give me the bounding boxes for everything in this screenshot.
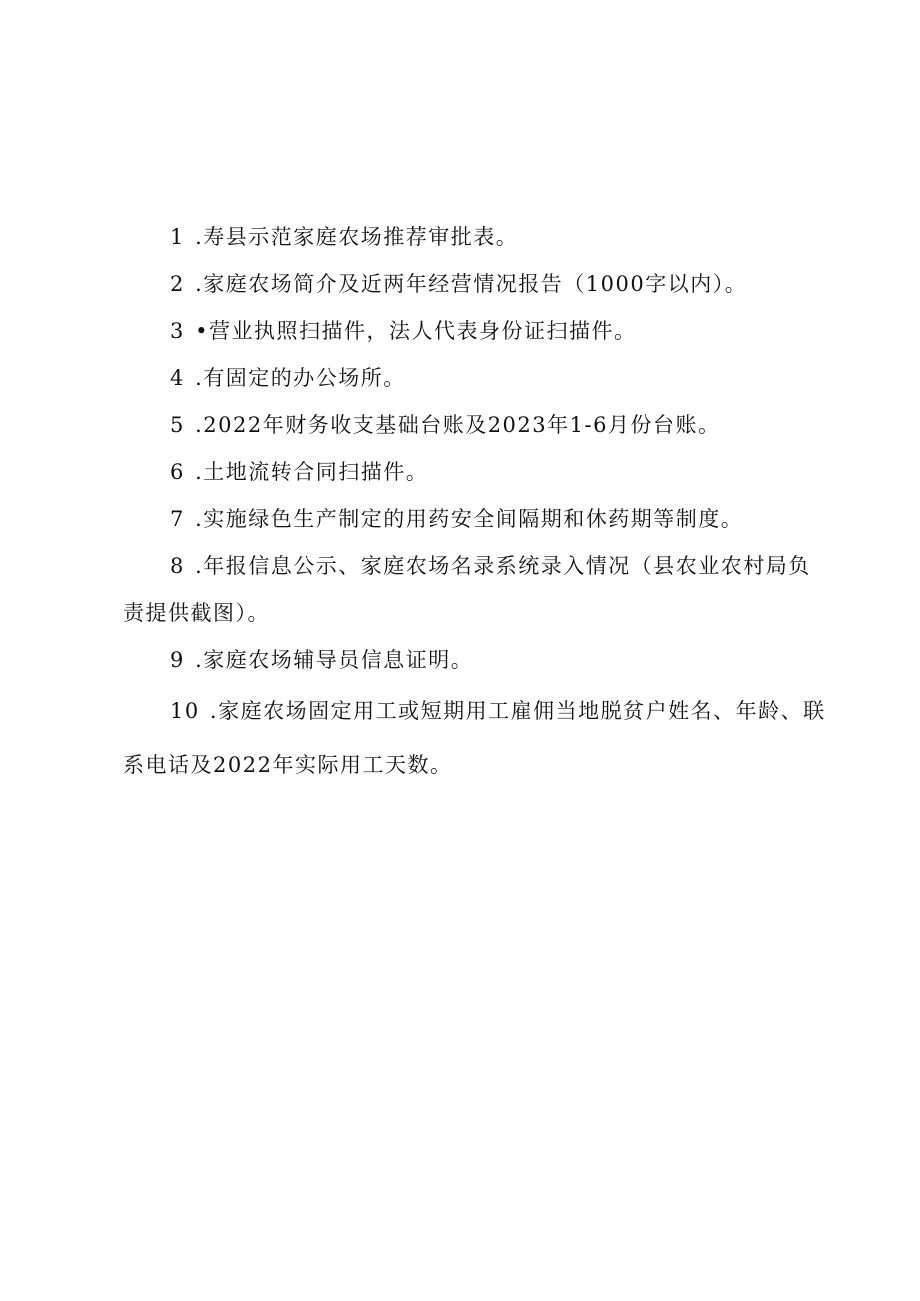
item-separator: . — [195, 507, 204, 531]
item-text: 有固定的办公场所。 — [203, 366, 406, 390]
list-item — [123, 214, 828, 261]
list-item — [123, 543, 828, 637]
list-item — [123, 637, 828, 684]
item-separator: . — [195, 554, 204, 578]
item-number: 1 — [170, 225, 185, 249]
list-item — [123, 449, 828, 496]
item-separator: . — [195, 272, 204, 296]
item-number: 6 — [170, 460, 185, 484]
item-text: 营业执照扫描件，法人代表身份证扫描件。 — [208, 319, 637, 343]
item-text: 寿县示范家庭农场推荐审批表。 — [203, 225, 519, 249]
item-number: 8 — [170, 554, 185, 578]
list-item — [123, 308, 828, 355]
item-number: 2 — [170, 272, 185, 296]
item-separator: . — [195, 366, 204, 390]
item-number: 7 — [170, 507, 185, 531]
item-number: 10 — [170, 699, 200, 723]
list-item — [123, 684, 828, 792]
item-number: 4 — [170, 366, 185, 390]
item-number: 9 — [170, 648, 185, 672]
item-text: 实施绿色生产制定的用药安全间隔期和休药期等制度。 — [203, 507, 744, 531]
item-text: 2022年财务收支基础台账及2023年1-6月份台账。 — [203, 413, 721, 437]
item-separator: . — [195, 413, 204, 437]
item-text: 家庭农场固定用工或短期用工雇佣当地脱贫户姓名、年龄、联系电话及2022年实际用工天数。 — [123, 699, 826, 777]
item-separator: . — [195, 225, 204, 249]
list-item — [123, 402, 828, 449]
item-separator: . — [195, 648, 204, 672]
item-text: 家庭农场辅导员信息证明。 — [203, 648, 474, 672]
item-separator: . — [195, 460, 204, 484]
list-item — [123, 355, 828, 402]
item-number: 3 — [170, 319, 185, 343]
list-item — [123, 496, 828, 543]
item-text: 土地流转合同扫描件。 — [203, 460, 429, 484]
item-separator: • — [195, 319, 209, 343]
requirements-list — [123, 214, 828, 792]
list-item — [123, 261, 828, 308]
item-text: 年报信息公示、家庭农场名录系统录入情况（县农业农村局负责提供截图）。 — [123, 554, 811, 625]
item-separator: . — [209, 699, 219, 723]
item-number: 5 — [170, 413, 185, 437]
item-text: 家庭农场简介及近两年经营情况报告（1000字以内）。 — [203, 272, 748, 296]
